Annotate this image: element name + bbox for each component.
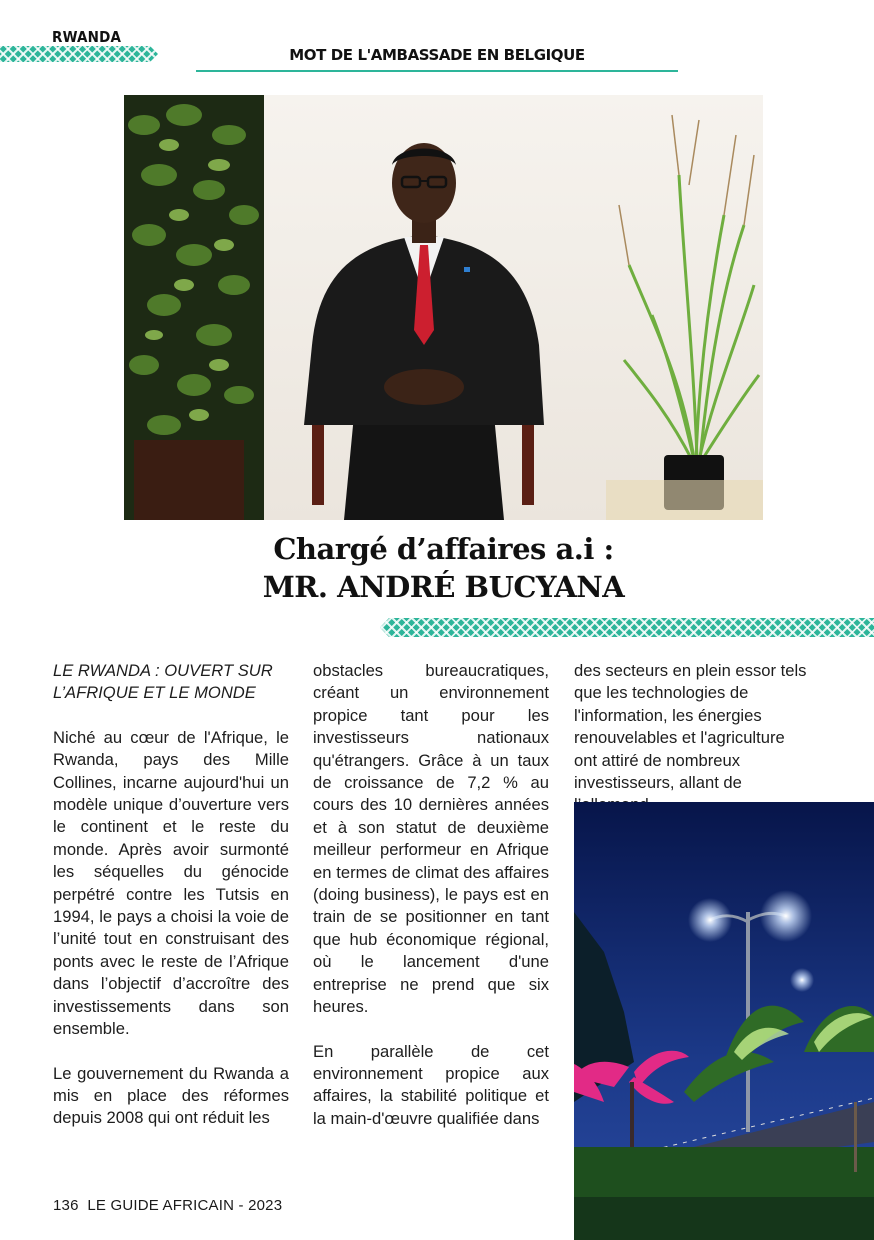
article-paragraph-1: Niché au cœur de l'Afrique, le Rwanda, pays des Mille Collines, incarne aujourd'hui un modèle unique d’ouverture vers le continent et le reste du monde. Après avoir surmonté les séquelles du génocide perpétré contre les Tutsis en 1994, le pays a choisi la voie de l’unité tout en construisant des ponts avec le reste de l’Afrique dans l’objectif d’accroître des investissements dans son ensemble.: [53, 727, 289, 1039]
article-paragraph-2: Le gouvernement du Rwanda a mis en place des réformes depuis 2008 qui ont réduit les: [53, 1063, 289, 1128]
section-divider: [196, 70, 678, 72]
street-night-photo: [574, 802, 874, 1240]
article-column-1: [53, 660, 289, 1152]
decorative-zigzag-band-top: [0, 46, 158, 62]
country-label: RWANDA: [52, 28, 122, 46]
street-illustration: [574, 802, 874, 1240]
publication-name: LE GUIDE AFRICAIN - 2023: [87, 1197, 283, 1214]
portrait-illustration: [124, 95, 763, 520]
page-number: 136: [53, 1197, 79, 1214]
portrait-photo: [124, 95, 763, 520]
title-line-1: Chargé d’affaires a.i :: [273, 532, 614, 566]
section-title: MOT DE L'AMBASSADE EN BELGIQUE: [289, 46, 585, 64]
article-paragraph-3-continued: des secteurs en plein essor tels que les technologies de l'information, les énergies renouvelables et l'agriculture ont attiré de nombreux investisseurs, allant de: [574, 661, 807, 793]
article-paragraph-3: En parallèle de cet environnement propice aux affaires, la stabilité politique et la main-d'œuvre qualifiée dans: [313, 1041, 549, 1128]
article-paragraph-2-continued: obstacles bureaucratiques, créant un environnement propice tant pour les investisseurs nationaux qu'étrangers. Grâce à un taux de croissance de 7,2 % au cours des 10 dernières années et à son statut de deuxième meilleur performeur en Afrique en termes de climat des affaires (doing business), le pays est en train de se positionner en tant que hub économique régional, où le lancement d'une entreprise ne prend que six heures.: [313, 661, 549, 1017]
page-footer: [53, 1197, 282, 1214]
decorative-zigzag-band-middle: [380, 618, 874, 637]
article-title: [124, 530, 763, 606]
article-column-2: [313, 660, 549, 1152]
title-line-2: MR. ANDRÉ BUCYANA: [262, 570, 625, 604]
article-kicker: LE RWANDA : OUVERT SUR L’AFRIQUE ET LE MONDE: [53, 661, 273, 703]
